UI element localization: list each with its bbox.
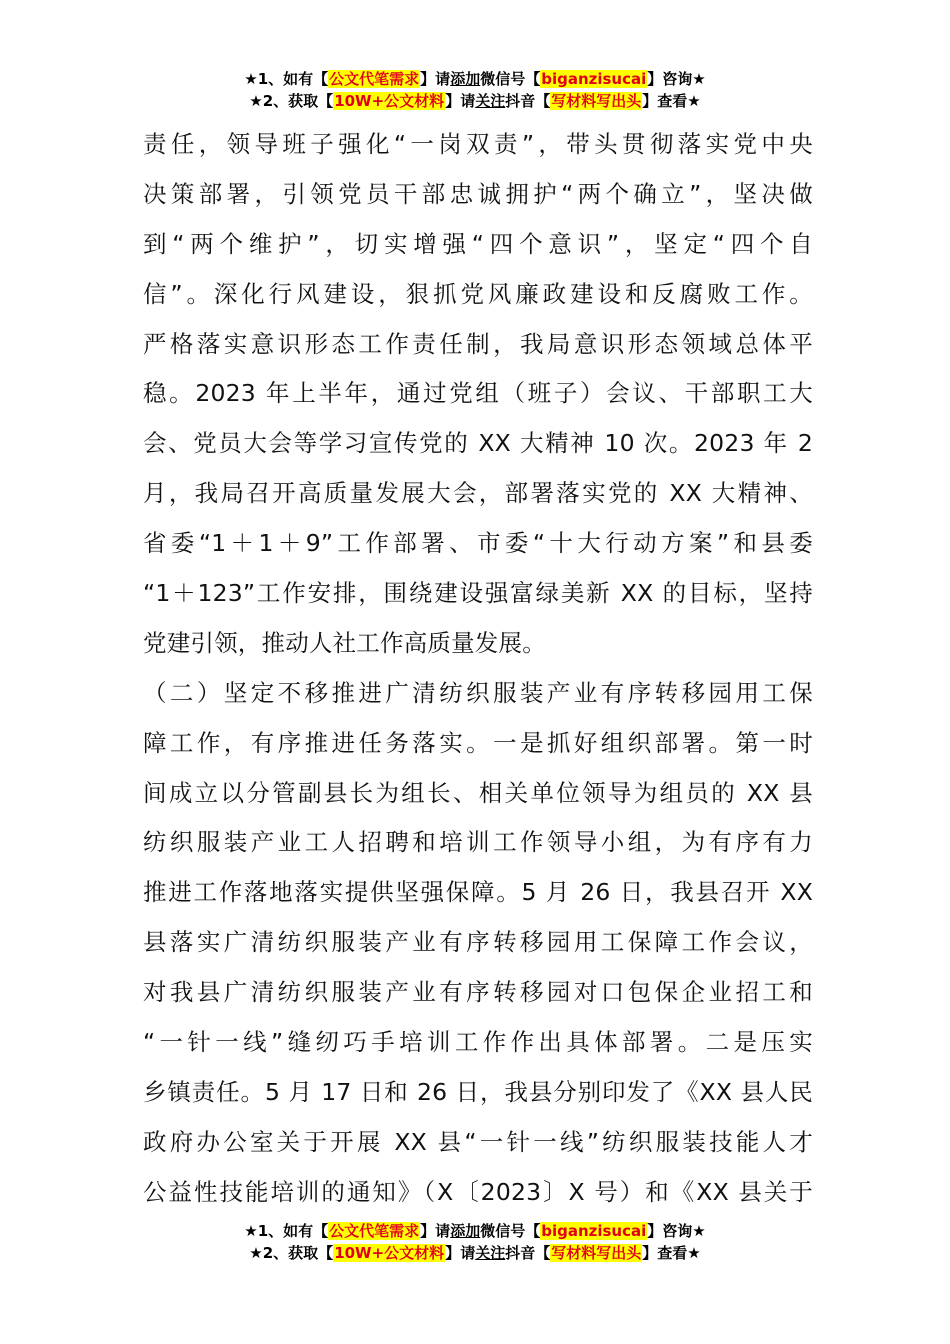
banner-highlight-materials: 10W+公文材料 bbox=[334, 92, 445, 110]
section-heading-line: （二）坚定不移推进广清纺织服装产业有序转移园用工保 bbox=[143, 678, 813, 707]
banner-highlight-douyin: 写材料写出头 bbox=[551, 1244, 642, 1262]
body-line: 党建引领，推动人社工作高质量发展。 bbox=[143, 628, 546, 657]
banner-line-2 bbox=[0, 90, 950, 112]
banner-highlight-materials: 10W+公文材料 bbox=[334, 1244, 445, 1262]
body-line: 会、党员大会等学习宣传党的 XX 大精神 10 次。2023 年 2 bbox=[143, 429, 813, 458]
body-line: 决策部署，引领党员干部忠诚拥护“两个确立”，坚决做 bbox=[143, 179, 813, 208]
body-line: 政府办公室关于开展 XX 县“一针一线”纺织服装技能人才 bbox=[143, 1127, 813, 1156]
banner-text: 】咨询★ bbox=[647, 1222, 706, 1240]
banner-line-2 bbox=[0, 1242, 950, 1264]
banner-underline-add: 添加 bbox=[450, 1222, 481, 1240]
body-line: 公益性技能培训的通知》（X〔2023〕X 号）和《XX 县关于 bbox=[143, 1177, 813, 1206]
document-body bbox=[143, 120, 813, 1218]
header-banner bbox=[0, 68, 950, 112]
banner-text: ★2、获取【 bbox=[249, 92, 334, 110]
body-line: 间成立以分管副县长为组长、相关单位领导为组员的 XX 县 bbox=[143, 778, 813, 807]
banner-text: ★2、获取【 bbox=[249, 1244, 334, 1262]
body-line: 严格落实意识形态工作责任制，我局意识形态领域总体平 bbox=[143, 329, 813, 358]
banner-highlight-service: 公文代笔需求 bbox=[329, 70, 420, 88]
banner-text: 】请 bbox=[445, 1244, 476, 1262]
banner-text: 抖音【 bbox=[505, 92, 551, 110]
banner-text: 】查看★ bbox=[642, 1244, 701, 1262]
banner-text: 微信号【 bbox=[480, 70, 541, 88]
banner-underline-follow: 关注 bbox=[475, 92, 506, 110]
body-line: 到“两个维护”，切实增强“四个意识”，坚定“四个自 bbox=[143, 229, 813, 258]
banner-highlight-wechat-id: biganzisucai bbox=[541, 1222, 647, 1240]
banner-text: 】咨询★ bbox=[647, 70, 706, 88]
banner-text: 】请 bbox=[420, 1222, 451, 1240]
body-line: 县落实广清纺织服装产业有序转移园用工保障工作会议， bbox=[143, 928, 813, 957]
body-line: 推进工作落地落实提供坚强保障。5 月 26 日，我县召开 XX bbox=[143, 878, 813, 907]
banner-text: ★1、如有【 bbox=[244, 1222, 329, 1240]
banner-line-1 bbox=[0, 1220, 950, 1242]
banner-text: 微信号【 bbox=[480, 1222, 541, 1240]
banner-text: 抖音【 bbox=[505, 1244, 551, 1262]
banner-underline-follow: 关注 bbox=[475, 1244, 506, 1262]
body-line: 乡镇责任。5 月 17 日和 26 日，我县分别印发了《XX 县人民 bbox=[143, 1077, 813, 1106]
body-line: “1＋123”工作安排，围绕建设强富绿美新 XX 的目标，坚持 bbox=[143, 579, 813, 608]
body-line: 责任，领导班子强化“一岗双责”，带头贯彻落实党中央 bbox=[143, 130, 813, 158]
banner-text: ★1、如有【 bbox=[244, 70, 329, 88]
banner-underline-add: 添加 bbox=[450, 70, 481, 88]
body-line: 信”。深化行风建设，狠抓党风廉政建设和反腐败工作。 bbox=[143, 279, 813, 308]
banner-highlight-douyin: 写材料写出头 bbox=[551, 92, 642, 110]
body-line: 稳。2023 年上半年，通过党组（班子）会议、干部职工大 bbox=[143, 379, 813, 408]
body-line: 障工作，有序推进任务落实。一是抓好组织部署。第一时 bbox=[143, 728, 813, 757]
footer-banner bbox=[0, 1220, 950, 1264]
banner-text: 】请 bbox=[445, 92, 476, 110]
body-line: 省委“1＋1＋9”工作部署、市委“十大行动方案”和县委 bbox=[143, 529, 813, 558]
body-line: 对我县广清纺织服装产业有序转移园对口包保企业招工和 bbox=[143, 978, 813, 1007]
banner-text: 】查看★ bbox=[642, 92, 701, 110]
body-line: “一针一线”缝纫巧手培训工作作出具体部署。二是压实 bbox=[143, 1028, 813, 1057]
banner-line-1 bbox=[0, 68, 950, 90]
banner-highlight-wechat-id: biganzisucai bbox=[541, 70, 647, 88]
banner-text: 】请 bbox=[420, 70, 451, 88]
body-line: 纺织服装产业工人招聘和培训工作领导小组，为有序有力 bbox=[143, 828, 813, 857]
banner-highlight-service: 公文代笔需求 bbox=[329, 1222, 420, 1240]
body-line: 月，我局召开高质量发展大会，部署落实党的 XX 大精神、 bbox=[143, 479, 813, 508]
